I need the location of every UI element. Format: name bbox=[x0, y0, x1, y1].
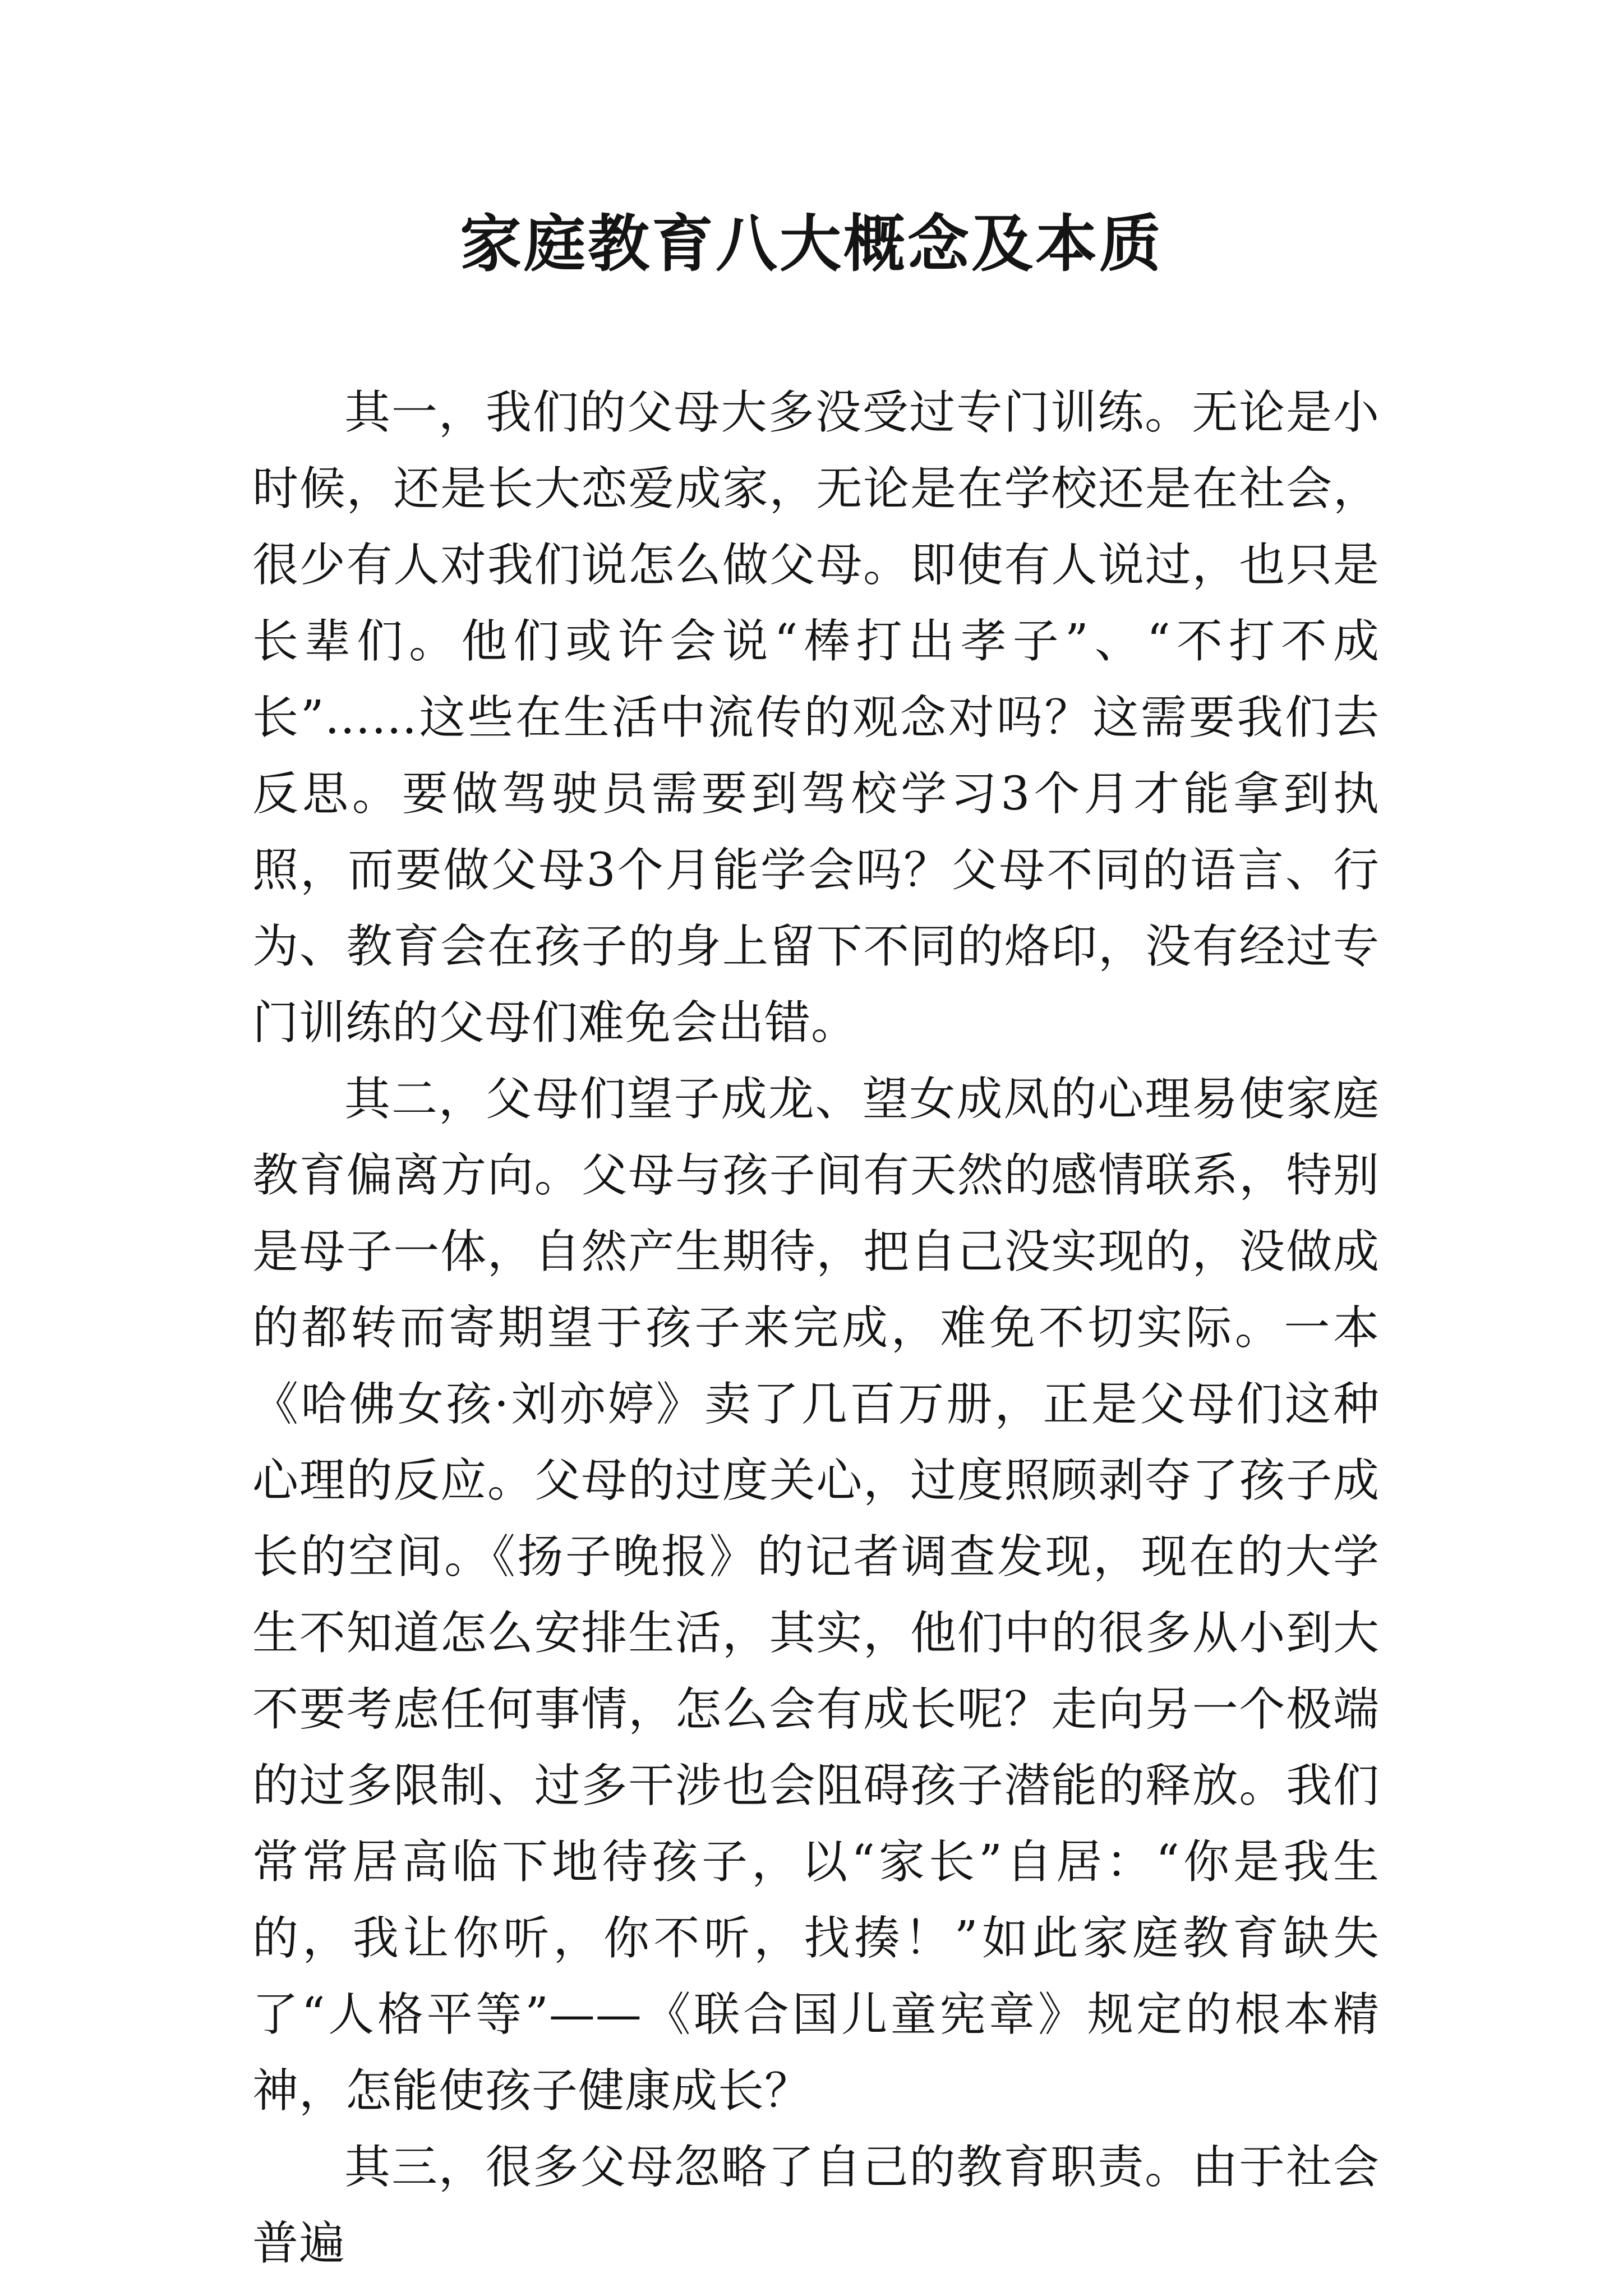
paragraph-2: 其二，父母们望子成龙、望女成凤的心理易使家庭教育偏离方向。父母与孩子间有天然的感情联系，特别是母子一体，自然产生期待，把自己没实现的，没做成的都转而寄期望于孩子来完成，难免不切实际。一本《哈佛女孩·刘亦婷》卖了几百万册，正是父母们这种心理的反应。父母的过度关心，过度照顾剥夺了孩子成长的空间。《扬子晚报》的记者调查发现，现在的大学生不知道怎么安排生活，其实，他们中的很多从小到大不要考虑任何事情，怎么会有成长呢？走向另一个极端的过多限制、过多干涉也会阻碍孩子潜能的释放。我们常常居高临下地待孩子，以“家长”自居：“你是我生的，我让你听，你不听，找揍！”如此家庭教育缺失了“人格平等”——《联合国儿童宪章》规定的根本精神，怎能使孩子健康成长？ bbox=[252, 1073, 1380, 2118]
document-title: 家庭教育八大概念及本质 bbox=[460, 208, 1163, 280]
paragraph-3: 其三，很多父母忽略了自己的教育职责。由于社会普遍 bbox=[252, 2141, 1380, 2270]
paragraph-1: 其一，我们的父母大多没受过专门训练。无论是小时候，还是长大恋爱成家，无论是在学校还是在社会，很少有人对我们说怎么做父母。即使有人说过，也只是长辈们。他们或许会说“棒打出孝子”、“不打不成长”……这些在生活中流传的观念对吗？这需要我们去反思。要做驾驶员需要到驾校学习3个月才能拿到执照，而要做父母3个月能学会吗？父母不同的语言、行为、教育会在孩子的身上留下不同的烙印，没有经过专门训练的父母们难免会出错。 bbox=[252, 386, 1380, 1050]
document-body bbox=[252, 375, 1380, 2270]
